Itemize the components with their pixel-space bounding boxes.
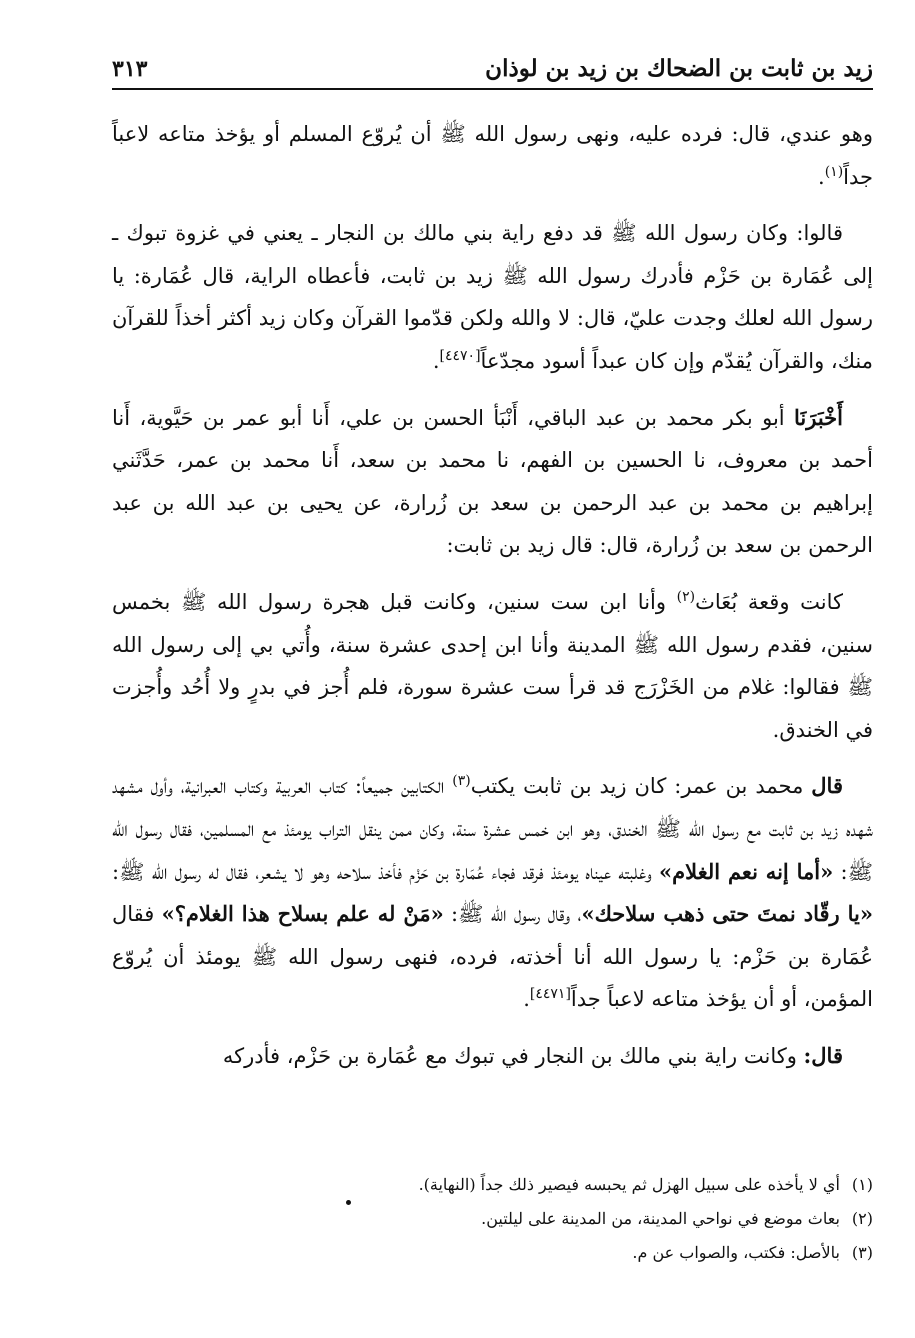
footnote-ref-2: (٢) bbox=[676, 588, 696, 605]
footnote bbox=[112, 1202, 873, 1236]
paragraph-4 bbox=[112, 581, 873, 751]
hadith-number-4471: [٤٤٧١] bbox=[529, 986, 571, 1003]
footnote-number: (١) bbox=[851, 1175, 873, 1194]
footnote-ref-3: (٣) bbox=[452, 773, 471, 790]
paragraph-5-end: . bbox=[523, 987, 530, 1012]
paragraph-5-text-c: وغلبته عيناه يومئذ فرقد فجاء عُمَارة بن حَزْم فأخذ سلاحه وهو لا يشعر، فقال له رسول الله ﷺ: bbox=[112, 859, 652, 884]
footnote-number: (٢) bbox=[851, 1209, 873, 1228]
footnote-text: بالأصل: فكتب، والصواب عن م. bbox=[632, 1243, 840, 1262]
prophet-quote-2: «يا رقّاد نمتَ حتى ذهب سلاحك» bbox=[581, 901, 873, 927]
paragraph-3 bbox=[112, 397, 873, 567]
paragraph-2-text: قالوا: وكان رسول الله ﷺ قد دفع راية بني مالك بن النجار ـ يعني في غزوة تبوك ـ إلى عُمَارة بن حَزْم فأدرك رسول الله ﷺ زيد بن ثابت، فأعطاه الراية، قال عُمَارة: يا رسول الله لعلك وجدت عليّ، قال: لا والله ولكن قدّموا القرآن وكان زيد أكثر أخذاً للقرآن منك، والقرآن يُقدّم وإن كان عبداً أسود مجدّعاً bbox=[112, 221, 873, 373]
footnote bbox=[112, 1236, 873, 1270]
paragraph-2 bbox=[112, 212, 873, 382]
page-number: ٣١٣ bbox=[112, 56, 148, 82]
paragraph-6-text: وكانت راية بني مالك بن النجار في تبوك مع عُمَارة بن حَزْم، فأدركه bbox=[222, 1043, 797, 1068]
paragraph-1-end: . bbox=[818, 164, 825, 189]
paragraph-5-text-b: الكتابين جميعاً: كتاب العربية وكتاب العبرانية، وأول مشهد شهده زيد بن ثابت مع رسول الله ﷺ الخندق، وهو ابن خمس عشرة سنة، وكان ممن ينقل التراب يومئذ مع المسلمين، فقال رسول الله ﷺ: bbox=[112, 774, 873, 884]
footnote-ref-1: (١) bbox=[824, 163, 844, 180]
paragraph-4-text-b: وأنا ابن ست سنين، وكانت قبل هجرة رسول الله ﷺ بخمس سنين، فقدم رسول الله ﷺ المدينة وأنا ابن إحدى عشرة سنة، وأُتي بي إلى رسول الله ﷺ فقالوا: غلام من الخَزْرَج قد قرأ ست عشرة سورة، فلم أُجز في بدرٍ ولا أُحُد وأُجزت في الخندق. bbox=[112, 589, 873, 742]
paragraph-5-text-d: ، وقال رسول الله ﷺ: bbox=[451, 902, 582, 927]
paragraph-3-lead: أَخْبَرَنَا bbox=[794, 404, 843, 430]
paragraph-5-text-a: محمد بن عمر: كان زيد بن ثابت يكتب bbox=[470, 774, 804, 799]
prophet-quote-1: «أما إنه نعم الغلام» bbox=[659, 858, 834, 884]
paragraph-4-text-a: كانت وقعة بُعَاث bbox=[695, 589, 843, 614]
paragraph-3-text: أبو بكر محمد بن عبد الباقي، أَنْبَأ الحسن بن علي، أَنا أبو عمر بن حَيَّوية، أَنا أحمد بن معروف، نا الحسين بن الفهم، نا محمد بن سعد، أَنا محمد بن عمر، حَدَّثَني إبراهيم بن محمد بن عبد الرحمن بن سعد بن زُرارة، عن يحيى بن عبد الله بن عبد الرحمن بن سعد بن زُرارة، قال: قال زيد بن ثابت: bbox=[112, 405, 873, 558]
footnote-text: أي لا يأخذه على سبيل الهزل ثم يحبسه فيصير ذلك جداً (النهاية). bbox=[418, 1175, 840, 1194]
paragraph-1 bbox=[112, 113, 873, 198]
footnote-number: (٣) bbox=[851, 1243, 873, 1262]
footnote bbox=[112, 1168, 873, 1202]
paragraph-5 bbox=[112, 765, 873, 1021]
header-title: زيد بن ثابت بن الضحاك بن زيد بن لوذان bbox=[485, 55, 873, 82]
running-header bbox=[112, 50, 873, 90]
paragraph-2-end: . bbox=[432, 348, 440, 373]
footnote-text: بعاث موضع في نواحي المدينة، من المدينة على ليلتين. bbox=[481, 1209, 840, 1228]
paragraph-1-text: وهو عندي، قال: فرده عليه، ونهى رسول الله ﷺ أن يُروّع المسلم أو يؤخذ متاعه لاعباً جداً bbox=[112, 122, 873, 189]
paragraph-5-text-e: فقال عُمَارة بن حَزْم: يا رسول الله أنا أخذته، فرده، فنهى رسول الله ﷺ يومئذ أن يُروّع المؤمن، أو أن يؤخذ متاعه لاعباً جداً bbox=[112, 902, 873, 1012]
prophet-quote-3: «مَنْ له علم بسلاح هذا الغلام؟» bbox=[161, 901, 444, 927]
paragraph-6 bbox=[112, 1035, 873, 1078]
footnotes bbox=[112, 1168, 873, 1270]
paragraph-5-lead: قال bbox=[811, 773, 843, 799]
paragraph-6-lead: قال: bbox=[803, 1042, 843, 1068]
main-text bbox=[112, 113, 873, 1077]
hadith-number-4470: [٤٤٧٠] bbox=[439, 347, 481, 364]
